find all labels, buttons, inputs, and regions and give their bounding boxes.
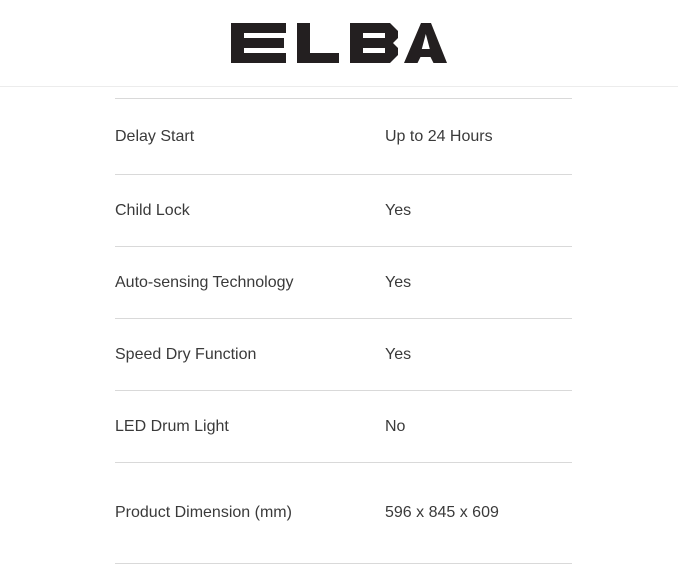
spec-label: Product Dimension (mm) [115, 504, 292, 522]
spec-label: Auto-sensing Technology [115, 273, 294, 291]
spec-value: Yes [385, 345, 412, 363]
table-row [115, 391, 572, 463]
specifications-table [115, 98, 572, 564]
spec-value: 596 x 845 x 609 [385, 504, 499, 522]
table-row [115, 247, 572, 319]
logo-letter-a [404, 23, 447, 63]
spec-label: LED Drum Light [115, 417, 229, 435]
logo-letter-l [297, 23, 339, 63]
logo-letter-e [231, 23, 286, 63]
spec-value: No [385, 417, 406, 435]
table-row [115, 175, 572, 247]
table-row [115, 319, 572, 391]
spec-label: Delay Start [115, 127, 195, 145]
brand-header [0, 0, 678, 87]
elba-logo [230, 23, 448, 63]
table-row [115, 463, 572, 564]
logo-letter-b [350, 23, 398, 63]
table-row [115, 99, 572, 175]
spec-value: Yes [385, 201, 412, 219]
spec-label: Child Lock [115, 201, 190, 219]
spec-value: Yes [385, 273, 412, 291]
spec-value: Up to 24 Hours [385, 127, 493, 145]
spec-label: Speed Dry Function [115, 345, 257, 363]
